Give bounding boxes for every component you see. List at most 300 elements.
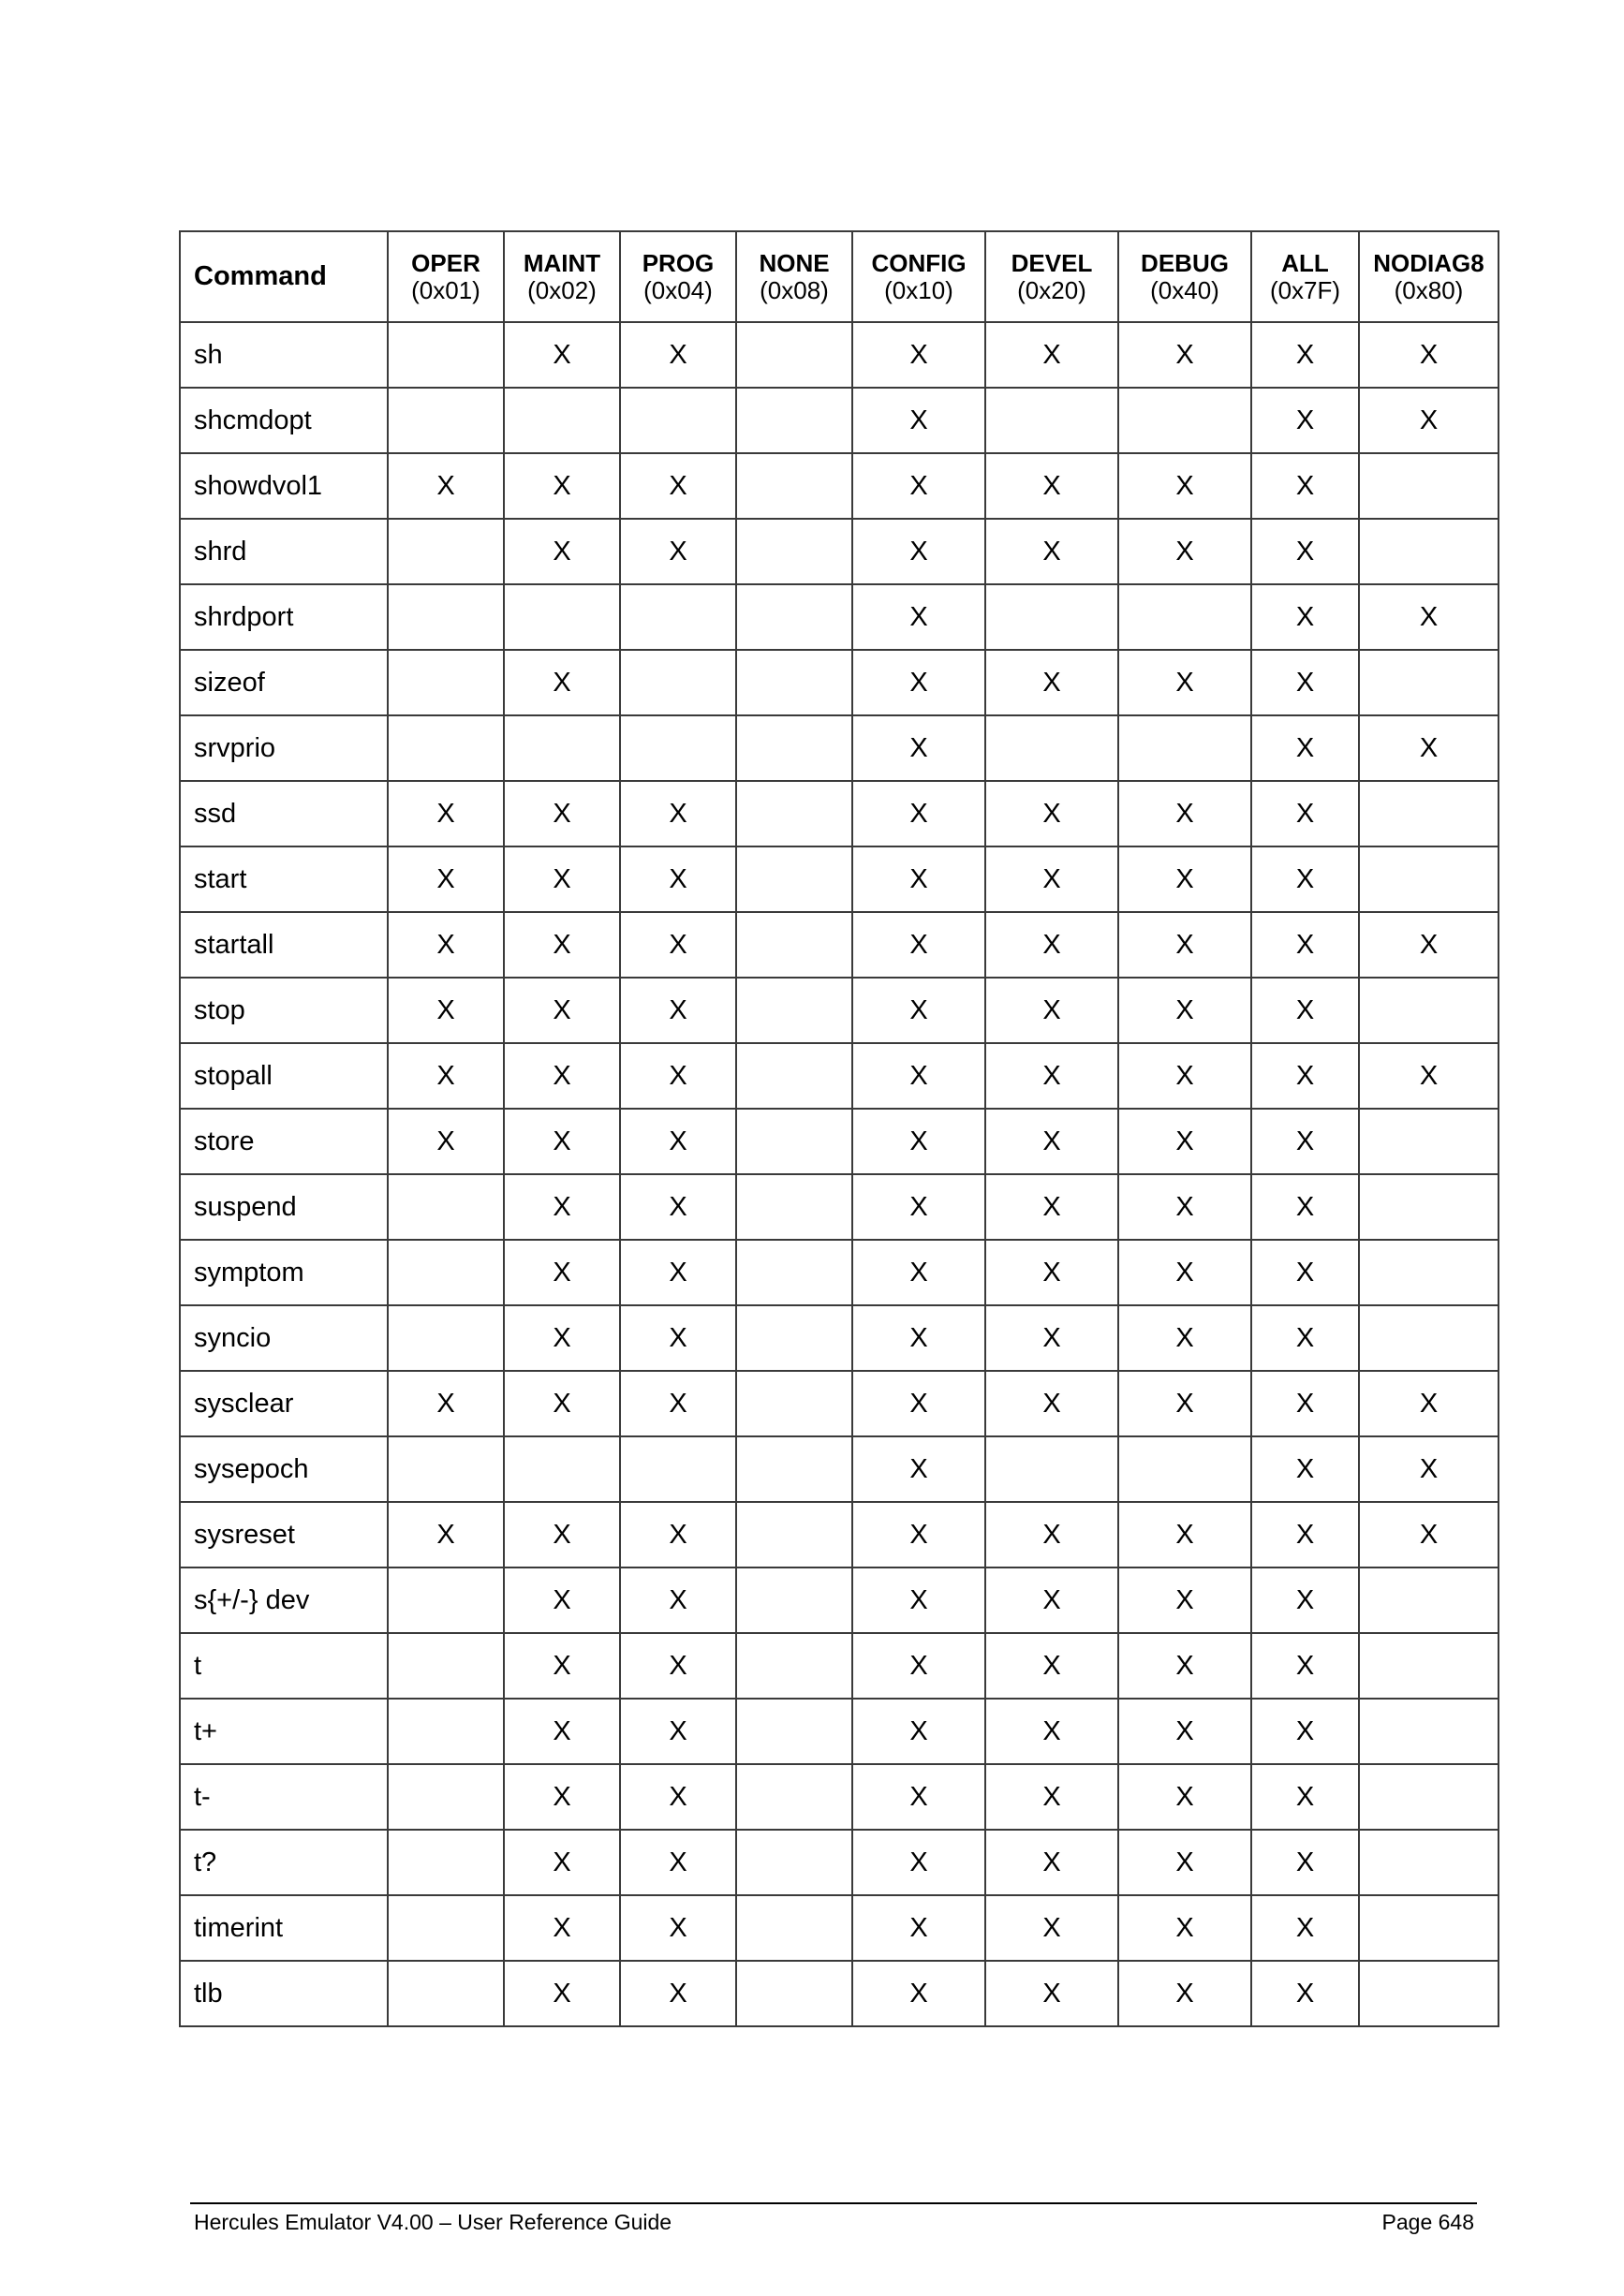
command-cell: sysreset bbox=[180, 1502, 388, 1567]
table-row bbox=[180, 519, 1499, 584]
permission-cell-prog: X bbox=[620, 1764, 736, 1830]
permission-cell-oper: X bbox=[388, 781, 504, 846]
permission-cell-devel: X bbox=[985, 1174, 1118, 1240]
footer-title: Hercules Emulator V4.00 – User Reference Guide bbox=[194, 2210, 672, 2234]
permission-cell-config: X bbox=[852, 912, 985, 978]
permission-cell-debug: X bbox=[1118, 650, 1251, 715]
permission-cell-none bbox=[736, 1895, 852, 1961]
command-cell: syncio bbox=[180, 1305, 388, 1371]
permission-cell-prog: X bbox=[620, 453, 736, 519]
permission-cell-debug bbox=[1118, 388, 1251, 453]
command-cell: store bbox=[180, 1109, 388, 1174]
permission-cell-none bbox=[736, 322, 852, 388]
command-cell: ssd bbox=[180, 781, 388, 846]
permission-cell-all: X bbox=[1251, 1043, 1359, 1109]
permission-cell-prog: X bbox=[620, 978, 736, 1043]
table-row bbox=[180, 388, 1499, 453]
permission-cell-devel: X bbox=[985, 1109, 1118, 1174]
column-header-code: (0x01) bbox=[411, 275, 480, 304]
column-header-maint bbox=[504, 231, 620, 322]
command-cell: tlb bbox=[180, 1961, 388, 2026]
table-row bbox=[180, 1174, 1499, 1240]
permission-cell-devel: X bbox=[985, 1764, 1118, 1830]
permission-cell-nodiag8 bbox=[1359, 1240, 1499, 1305]
permission-cell-oper bbox=[388, 322, 504, 388]
command-cell: sysclear bbox=[180, 1371, 388, 1436]
permission-cell-config: X bbox=[852, 978, 985, 1043]
table-row bbox=[180, 1043, 1499, 1109]
table-row bbox=[180, 1371, 1499, 1436]
table-row bbox=[180, 584, 1499, 650]
permission-cell-debug: X bbox=[1118, 1305, 1251, 1371]
permission-cell-debug: X bbox=[1118, 1371, 1251, 1436]
permission-cell-prog bbox=[620, 650, 736, 715]
command-cell: t bbox=[180, 1633, 388, 1699]
permission-cell-config: X bbox=[852, 1502, 985, 1567]
column-header-oper bbox=[388, 231, 504, 322]
permission-cell-prog: X bbox=[620, 1109, 736, 1174]
permission-cell-debug: X bbox=[1118, 453, 1251, 519]
table-header-row bbox=[180, 231, 1499, 322]
permission-cell-all: X bbox=[1251, 1305, 1359, 1371]
permission-cell-config: X bbox=[852, 715, 985, 781]
permission-cell-nodiag8: X bbox=[1359, 584, 1499, 650]
permission-cell-none bbox=[736, 1305, 852, 1371]
permission-cell-maint bbox=[504, 715, 620, 781]
permission-cell-debug bbox=[1118, 584, 1251, 650]
column-header-all bbox=[1251, 231, 1359, 322]
column-header-name: NONE bbox=[759, 248, 830, 277]
column-header-name: CONFIG bbox=[871, 248, 967, 277]
permission-cell-all: X bbox=[1251, 715, 1359, 781]
permission-cell-config: X bbox=[852, 1371, 985, 1436]
permission-cell-oper: X bbox=[388, 453, 504, 519]
permission-cell-oper: X bbox=[388, 1109, 504, 1174]
permission-cell-maint: X bbox=[504, 781, 620, 846]
permission-cell-nodiag8 bbox=[1359, 1305, 1499, 1371]
permission-cell-all: X bbox=[1251, 1502, 1359, 1567]
permission-cell-none bbox=[736, 1436, 852, 1502]
permission-cell-nodiag8: X bbox=[1359, 388, 1499, 453]
permission-cell-none bbox=[736, 1633, 852, 1699]
permission-cell-nodiag8: X bbox=[1359, 322, 1499, 388]
permission-cell-nodiag8: X bbox=[1359, 1043, 1499, 1109]
permission-cell-all: X bbox=[1251, 1567, 1359, 1633]
table-row bbox=[180, 322, 1499, 388]
permission-cell-debug: X bbox=[1118, 519, 1251, 584]
permission-cell-config: X bbox=[852, 1240, 985, 1305]
permission-cell-devel: X bbox=[985, 519, 1118, 584]
permission-cell-all: X bbox=[1251, 846, 1359, 912]
permission-cell-prog: X bbox=[620, 519, 736, 584]
permission-cell-devel bbox=[985, 715, 1118, 781]
permission-cell-debug: X bbox=[1118, 1895, 1251, 1961]
permission-cell-prog: X bbox=[620, 846, 736, 912]
permission-cell-oper bbox=[388, 1764, 504, 1830]
permission-cell-devel: X bbox=[985, 912, 1118, 978]
permission-cell-maint bbox=[504, 388, 620, 453]
permission-cell-oper: X bbox=[388, 1502, 504, 1567]
footer-rule bbox=[190, 2202, 1477, 2204]
permission-cell-debug: X bbox=[1118, 1109, 1251, 1174]
permission-cell-config: X bbox=[852, 1961, 985, 2026]
permission-cell-debug: X bbox=[1118, 1699, 1251, 1764]
permission-cell-debug: X bbox=[1118, 1240, 1251, 1305]
column-header-nodiag8 bbox=[1359, 231, 1499, 322]
permission-cell-maint: X bbox=[504, 1633, 620, 1699]
column-header-name: PROG bbox=[642, 248, 715, 277]
permission-cell-prog: X bbox=[620, 781, 736, 846]
permission-cell-debug: X bbox=[1118, 978, 1251, 1043]
permission-cell-prog: X bbox=[620, 1305, 736, 1371]
command-column-header: Command bbox=[180, 231, 388, 322]
command-cell: srvprio bbox=[180, 715, 388, 781]
permission-cell-oper bbox=[388, 584, 504, 650]
permission-cell-nodiag8 bbox=[1359, 1699, 1499, 1764]
permission-cell-prog: X bbox=[620, 1502, 736, 1567]
permission-cell-none bbox=[736, 1764, 852, 1830]
permission-cell-devel bbox=[985, 388, 1118, 453]
permission-cell-none bbox=[736, 584, 852, 650]
column-header-code: (0x04) bbox=[643, 275, 713, 304]
table-row bbox=[180, 1895, 1499, 1961]
permission-cell-debug: X bbox=[1118, 1764, 1251, 1830]
command-cell: t+ bbox=[180, 1699, 388, 1764]
column-header-name: DEVEL bbox=[1011, 248, 1093, 277]
permission-cell-prog: X bbox=[620, 1830, 736, 1895]
permission-cell-maint: X bbox=[504, 1830, 620, 1895]
permission-cell-oper bbox=[388, 1699, 504, 1764]
permission-cell-nodiag8: X bbox=[1359, 1371, 1499, 1436]
permission-cell-nodiag8 bbox=[1359, 519, 1499, 584]
permission-cell-devel: X bbox=[985, 781, 1118, 846]
permission-cell-all: X bbox=[1251, 1961, 1359, 2026]
column-header-code: (0x40) bbox=[1150, 275, 1219, 304]
permission-cell-devel: X bbox=[985, 1633, 1118, 1699]
permission-cell-devel: X bbox=[985, 846, 1118, 912]
permission-cell-nodiag8 bbox=[1359, 1895, 1499, 1961]
column-header-name: NODIAG8 bbox=[1373, 248, 1484, 277]
table-row bbox=[180, 1961, 1499, 2026]
permission-cell-oper: X bbox=[388, 846, 504, 912]
permission-cell-debug: X bbox=[1118, 846, 1251, 912]
permission-cell-maint: X bbox=[504, 322, 620, 388]
permission-cell-maint bbox=[504, 584, 620, 650]
permission-cell-maint: X bbox=[504, 650, 620, 715]
permission-cell-prog bbox=[620, 584, 736, 650]
permission-cell-oper bbox=[388, 1567, 504, 1633]
permission-cell-prog: X bbox=[620, 1633, 736, 1699]
permission-cell-maint: X bbox=[504, 1895, 620, 1961]
permission-cell-config: X bbox=[852, 322, 985, 388]
permission-cell-prog bbox=[620, 388, 736, 453]
command-cell: t? bbox=[180, 1830, 388, 1895]
permission-cell-all: X bbox=[1251, 1240, 1359, 1305]
column-header-code: (0x10) bbox=[884, 275, 953, 304]
command-permission-table bbox=[179, 230, 1499, 2027]
permission-cell-debug bbox=[1118, 715, 1251, 781]
permission-cell-none bbox=[736, 519, 852, 584]
table-row bbox=[180, 1764, 1499, 1830]
permission-cell-prog: X bbox=[620, 322, 736, 388]
permission-cell-config: X bbox=[852, 650, 985, 715]
permission-cell-oper bbox=[388, 650, 504, 715]
command-cell: sh bbox=[180, 322, 388, 388]
permission-cell-all: X bbox=[1251, 1109, 1359, 1174]
permission-cell-prog: X bbox=[620, 1699, 736, 1764]
permission-cell-none bbox=[736, 453, 852, 519]
table-row bbox=[180, 715, 1499, 781]
permission-cell-maint: X bbox=[504, 1109, 620, 1174]
permission-cell-none bbox=[736, 1371, 852, 1436]
permission-cell-none bbox=[736, 1699, 852, 1764]
column-header-code: (0x7F) bbox=[1269, 275, 1341, 304]
permission-cell-none bbox=[736, 912, 852, 978]
permission-cell-nodiag8 bbox=[1359, 650, 1499, 715]
table-row bbox=[180, 846, 1499, 912]
permission-cell-debug: X bbox=[1118, 781, 1251, 846]
permission-cell-devel bbox=[985, 1436, 1118, 1502]
permission-cell-maint: X bbox=[504, 1699, 620, 1764]
permission-cell-prog: X bbox=[620, 1371, 736, 1436]
permission-cell-nodiag8 bbox=[1359, 453, 1499, 519]
command-cell: t- bbox=[180, 1764, 388, 1830]
permission-cell-all: X bbox=[1251, 584, 1359, 650]
table-row bbox=[180, 1109, 1499, 1174]
permission-cell-maint: X bbox=[504, 846, 620, 912]
permission-cell-maint: X bbox=[504, 453, 620, 519]
permission-cell-none bbox=[736, 1174, 852, 1240]
column-header-none bbox=[736, 231, 852, 322]
permission-cell-devel: X bbox=[985, 322, 1118, 388]
table-row bbox=[180, 912, 1499, 978]
permission-cell-config: X bbox=[852, 781, 985, 846]
permission-cell-config: X bbox=[852, 1305, 985, 1371]
permission-cell-oper bbox=[388, 1240, 504, 1305]
permission-cell-prog: X bbox=[620, 912, 736, 978]
table-row bbox=[180, 1567, 1499, 1633]
permission-cell-devel: X bbox=[985, 453, 1118, 519]
permission-cell-config: X bbox=[852, 1043, 985, 1109]
permission-cell-none bbox=[736, 1830, 852, 1895]
permission-cell-all: X bbox=[1251, 1633, 1359, 1699]
permission-cell-debug: X bbox=[1118, 1633, 1251, 1699]
permission-cell-nodiag8 bbox=[1359, 1633, 1499, 1699]
permission-cell-nodiag8: X bbox=[1359, 715, 1499, 781]
permission-cell-devel: X bbox=[985, 1567, 1118, 1633]
permission-cell-debug: X bbox=[1118, 322, 1251, 388]
permission-cell-all: X bbox=[1251, 1174, 1359, 1240]
column-header-code: (0x20) bbox=[1017, 275, 1086, 304]
column-header-name: ALL bbox=[1281, 248, 1329, 277]
permission-cell-none bbox=[736, 715, 852, 781]
permission-cell-prog: X bbox=[620, 1961, 736, 2026]
command-cell: shrdport bbox=[180, 584, 388, 650]
permission-cell-debug: X bbox=[1118, 912, 1251, 978]
permission-cell-maint bbox=[504, 1436, 620, 1502]
table-row bbox=[180, 1699, 1499, 1764]
command-cell: sizeof bbox=[180, 650, 388, 715]
permission-cell-all: X bbox=[1251, 1371, 1359, 1436]
permission-cell-all: X bbox=[1251, 1436, 1359, 1502]
table-row bbox=[180, 781, 1499, 846]
permission-cell-all: X bbox=[1251, 1764, 1359, 1830]
permission-cell-maint: X bbox=[504, 519, 620, 584]
permission-cell-oper bbox=[388, 1961, 504, 2026]
permission-cell-debug: X bbox=[1118, 1567, 1251, 1633]
permission-cell-config: X bbox=[852, 846, 985, 912]
permission-cell-all: X bbox=[1251, 650, 1359, 715]
command-cell: shrd bbox=[180, 519, 388, 584]
permission-cell-debug: X bbox=[1118, 1830, 1251, 1895]
permission-cell-maint: X bbox=[504, 1502, 620, 1567]
permission-cell-devel: X bbox=[985, 1371, 1118, 1436]
permission-cell-all: X bbox=[1251, 1895, 1359, 1961]
permission-cell-prog: X bbox=[620, 1043, 736, 1109]
permission-cell-devel: X bbox=[985, 1895, 1118, 1961]
permission-cell-config: X bbox=[852, 519, 985, 584]
command-cell: s{+/-} dev bbox=[180, 1567, 388, 1633]
command-cell: start bbox=[180, 846, 388, 912]
permission-cell-none bbox=[736, 1109, 852, 1174]
command-cell: stopall bbox=[180, 1043, 388, 1109]
column-header-code: (0x02) bbox=[527, 275, 597, 304]
table-row bbox=[180, 650, 1499, 715]
permission-cell-maint: X bbox=[504, 1371, 620, 1436]
permission-cell-config: X bbox=[852, 1699, 985, 1764]
permission-cell-nodiag8 bbox=[1359, 1109, 1499, 1174]
permission-cell-oper bbox=[388, 519, 504, 584]
permission-cell-devel: X bbox=[985, 1830, 1118, 1895]
permission-cell-debug: X bbox=[1118, 1502, 1251, 1567]
permission-cell-oper bbox=[388, 1633, 504, 1699]
permission-cell-none bbox=[736, 1961, 852, 2026]
command-cell: stop bbox=[180, 978, 388, 1043]
permission-cell-prog: X bbox=[620, 1240, 736, 1305]
command-cell: timerint bbox=[180, 1895, 388, 1961]
table-row bbox=[180, 1830, 1499, 1895]
permission-cell-config: X bbox=[852, 1764, 985, 1830]
table-row bbox=[180, 1240, 1499, 1305]
column-header-code: (0x08) bbox=[760, 275, 829, 304]
permission-cell-none bbox=[736, 978, 852, 1043]
command-cell: showdvol1 bbox=[180, 453, 388, 519]
permission-cell-none bbox=[736, 1567, 852, 1633]
permission-cell-nodiag8 bbox=[1359, 1961, 1499, 2026]
permission-cell-devel: X bbox=[985, 978, 1118, 1043]
permission-cell-prog: X bbox=[620, 1895, 736, 1961]
permission-cell-devel: X bbox=[985, 1305, 1118, 1371]
permission-cell-maint: X bbox=[504, 978, 620, 1043]
permission-cell-oper bbox=[388, 1830, 504, 1895]
permission-cell-nodiag8 bbox=[1359, 1174, 1499, 1240]
permission-cell-prog: X bbox=[620, 1567, 736, 1633]
permission-cell-debug: X bbox=[1118, 1043, 1251, 1109]
permission-cell-prog bbox=[620, 715, 736, 781]
permission-cell-nodiag8 bbox=[1359, 1830, 1499, 1895]
permission-cell-nodiag8: X bbox=[1359, 912, 1499, 978]
command-cell: shcmdopt bbox=[180, 388, 388, 453]
permission-cell-maint: X bbox=[504, 1043, 620, 1109]
table-row bbox=[180, 1305, 1499, 1371]
permission-cell-all: X bbox=[1251, 322, 1359, 388]
permission-cell-devel: X bbox=[985, 1502, 1118, 1567]
permission-cell-oper: X bbox=[388, 978, 504, 1043]
command-cell: startall bbox=[180, 912, 388, 978]
permission-cell-config: X bbox=[852, 1830, 985, 1895]
permission-cell-all: X bbox=[1251, 912, 1359, 978]
permission-cell-devel: X bbox=[985, 650, 1118, 715]
permission-cell-debug: X bbox=[1118, 1961, 1251, 2026]
permission-cell-all: X bbox=[1251, 781, 1359, 846]
permission-cell-none bbox=[736, 1043, 852, 1109]
permission-cell-devel bbox=[985, 584, 1118, 650]
permission-cell-oper bbox=[388, 1305, 504, 1371]
permission-cell-config: X bbox=[852, 584, 985, 650]
permission-cell-oper: X bbox=[388, 1371, 504, 1436]
table-row bbox=[180, 1502, 1499, 1567]
permission-cell-none bbox=[736, 650, 852, 715]
permission-cell-devel: X bbox=[985, 1043, 1118, 1109]
permission-cell-debug: X bbox=[1118, 1174, 1251, 1240]
permission-cell-nodiag8 bbox=[1359, 978, 1499, 1043]
permission-cell-all: X bbox=[1251, 978, 1359, 1043]
column-header-config bbox=[852, 231, 985, 322]
footer-page-number: Page 648 bbox=[1381, 2210, 1474, 2234]
permission-cell-none bbox=[736, 781, 852, 846]
permission-cell-oper bbox=[388, 1895, 504, 1961]
permission-cell-prog bbox=[620, 1436, 736, 1502]
permission-cell-nodiag8 bbox=[1359, 1764, 1499, 1830]
permission-cell-oper: X bbox=[388, 912, 504, 978]
table-row bbox=[180, 453, 1499, 519]
permission-cell-oper: X bbox=[388, 1043, 504, 1109]
permission-cell-prog: X bbox=[620, 1174, 736, 1240]
table-body bbox=[180, 322, 1499, 2026]
command-cell: symptom bbox=[180, 1240, 388, 1305]
column-header-code: (0x80) bbox=[1394, 275, 1464, 304]
permission-cell-devel: X bbox=[985, 1240, 1118, 1305]
table-row bbox=[180, 978, 1499, 1043]
permission-cell-maint: X bbox=[504, 1305, 620, 1371]
permission-cell-nodiag8 bbox=[1359, 1567, 1499, 1633]
permission-cell-config: X bbox=[852, 1174, 985, 1240]
permission-cell-oper bbox=[388, 388, 504, 453]
permission-cell-none bbox=[736, 388, 852, 453]
permission-cell-maint: X bbox=[504, 1567, 620, 1633]
permission-cell-all: X bbox=[1251, 453, 1359, 519]
permission-cell-nodiag8: X bbox=[1359, 1436, 1499, 1502]
permission-cell-debug bbox=[1118, 1436, 1251, 1502]
column-header-name: OPER bbox=[411, 248, 480, 277]
permission-cell-all: X bbox=[1251, 519, 1359, 584]
permission-cell-nodiag8 bbox=[1359, 781, 1499, 846]
column-header-name: DEBUG bbox=[1141, 248, 1229, 277]
command-cell: sysepoch bbox=[180, 1436, 388, 1502]
permission-cell-config: X bbox=[852, 1109, 985, 1174]
permission-cell-oper bbox=[388, 715, 504, 781]
command-cell: suspend bbox=[180, 1174, 388, 1240]
permission-cell-oper bbox=[388, 1174, 504, 1240]
permission-cell-maint: X bbox=[504, 1174, 620, 1240]
permission-cell-all: X bbox=[1251, 1699, 1359, 1764]
column-header-debug bbox=[1118, 231, 1251, 322]
permission-cell-config: X bbox=[852, 1567, 985, 1633]
table-row bbox=[180, 1633, 1499, 1699]
permission-cell-all: X bbox=[1251, 388, 1359, 453]
permission-cell-config: X bbox=[852, 453, 985, 519]
permission-cell-maint: X bbox=[504, 1240, 620, 1305]
